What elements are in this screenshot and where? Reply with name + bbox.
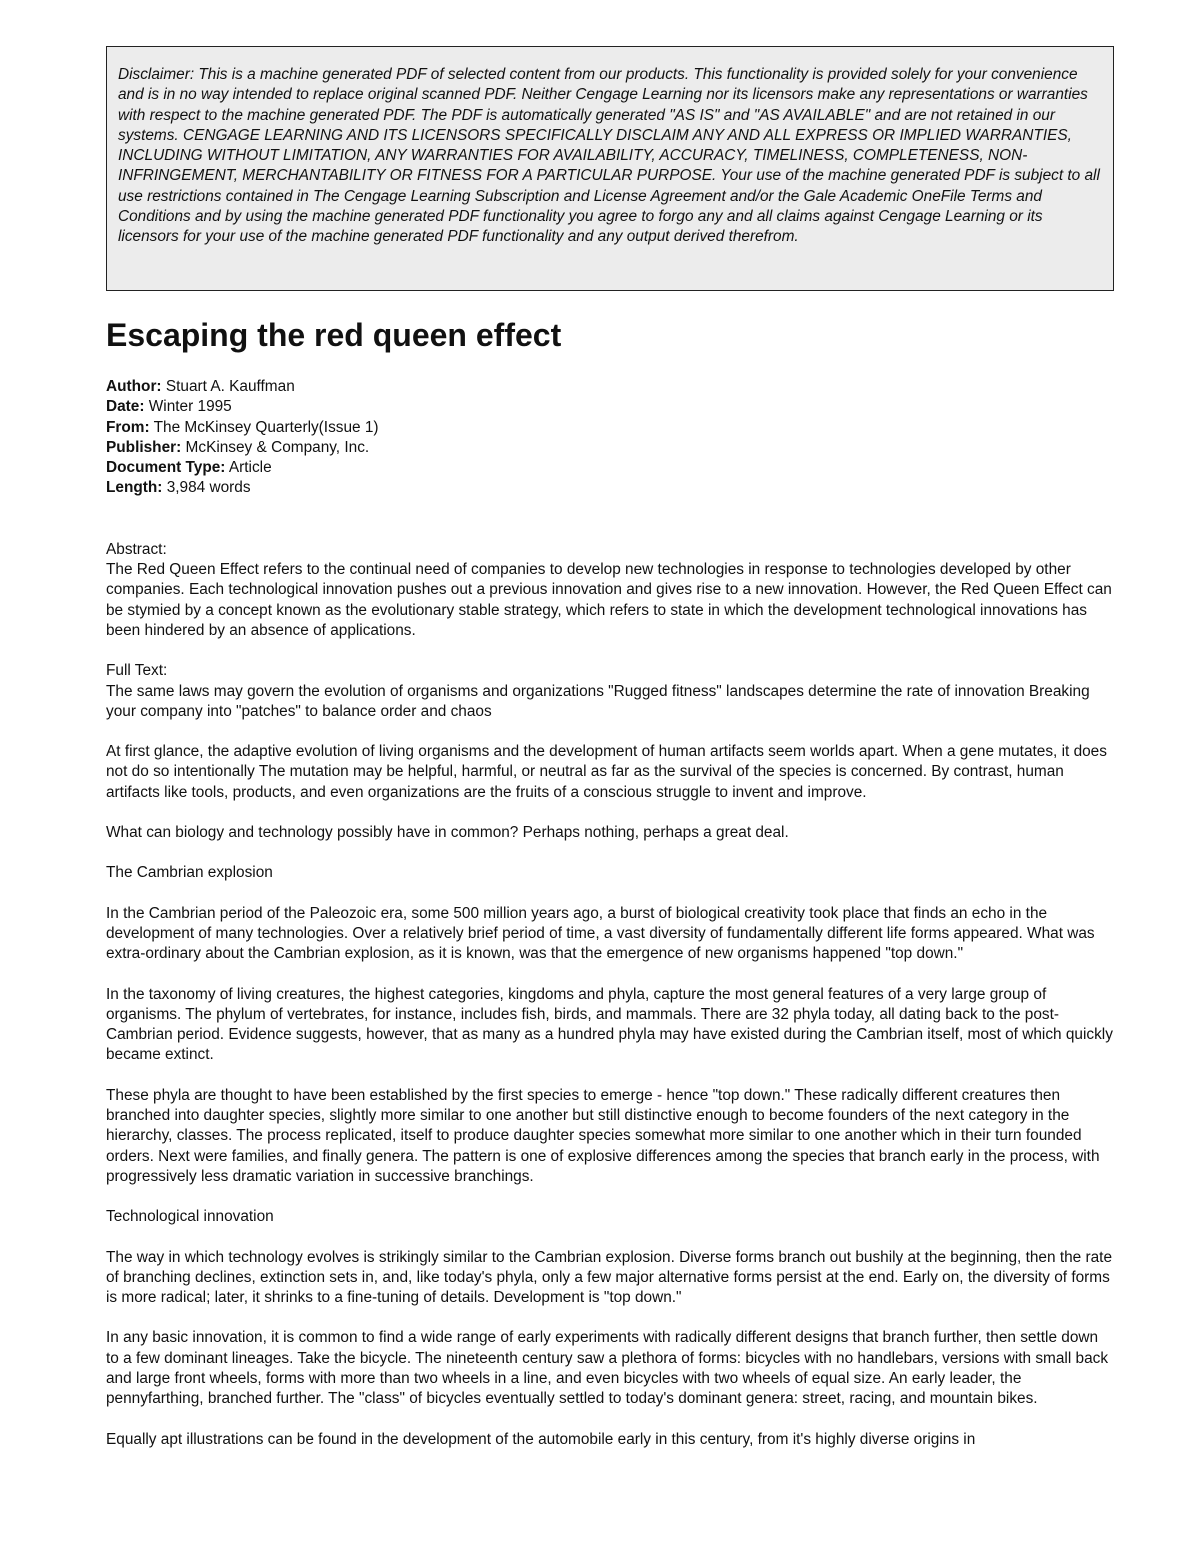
abstract-section	[106, 540, 1114, 641]
body-paragraph: These phyla are thought to have been established by the first species to emerge - hence "top down." These radically different creatures then branched into daughter species, slightly more similar to one another but still distinctive enough to become founders of the next category in the hierarchy, classes. The process replicated, itself to produce daughter species somewhat more similar to one another which in their turn founded orders. Next were families, and finally genera. The pattern is one of explosive differences among the species that branch early in the process, with progressively less dramatic variation in successive branchings.	[106, 1086, 1100, 1185]
meta-date-value: Winter 1995	[148, 398, 232, 416]
section-heading-technological-innovation: Technological innovation	[106, 1208, 274, 1226]
full-text-intro: The same laws may govern the evolution of organisms and organizations "Rugged fitness" landscapes determine the rate of innovation Breaking your company into "patches" to balance order and chaos	[106, 682, 1090, 720]
meta-author-value: Stuart A. Kauffman	[165, 378, 295, 395]
meta-publisher	[106, 438, 1114, 458]
abstract-label: Abstract:	[106, 540, 167, 558]
meta-author-label: Author:	[106, 378, 162, 395]
abstract-text: The Red Queen Effect refers to the continual need of companies to develop new technologies in response to technologies developed by other companies. Each technological innovation pushes out a previous innovation and gives rise to a new innovation. However, the Red Queen Effect can be stymied by a concept known as the evolutionary stable strategy, which refers to state in which the development technological innovations has been hindered by an absence of applications.	[106, 561, 1112, 639]
meta-publisher-label: Publisher:	[106, 438, 182, 456]
meta-length-label: Length:	[106, 479, 163, 497]
disclaimer-box	[106, 46, 1114, 291]
body-paragraph: What can biology and technology possibly have in common? Perhaps nothing, perhaps a great deal.	[106, 824, 789, 842]
meta-from	[106, 418, 1114, 438]
document-page	[106, 46, 1114, 1450]
meta-date-label: Date:	[106, 398, 145, 416]
meta-document-type-value: Article	[228, 459, 272, 477]
body-paragraph: In any basic innovation, it is common to find a wide range of early experiments with radically different designs that branch further, then settle down to a few dominant lineages. Take the bicycle. The nineteenth century saw a plethora of forms: bicycles with no handlebars, versions with small back and large front wheels, forms with more than two wheels in a line, and even bicycles with two wheels of equal size. An early leader, the pennyfarthing, branched further. The "class" of bicycles eventually settled to today's dominant genera: street, racing, and mountain bikes.	[106, 1329, 1109, 1408]
meta-length	[106, 478, 1114, 498]
meta-length-value: 3,984 words	[166, 479, 251, 497]
meta-from-value: The McKinsey Quarterly(Issue 1)	[153, 418, 379, 436]
meta-publisher-value: McKinsey & Company, Inc.	[185, 438, 370, 456]
body-paragraph: Equally apt illustrations can be found in the development of the automobile early in this century, from it's highly diverse origins in	[106, 1430, 976, 1448]
body-paragraph: At first glance, the adaptive evolution of living organisms and the development of human artifacts seem worlds apart. When a gene mutates, it does not do so intentionally The mutation may be helpful, harmful, or neutral as far as the survival of the species is concerned. By contrast, human artifacts like tools, products, and even organizations are the fruits of a conscious struggle to invent and improve.	[106, 743, 1107, 801]
article-title: Escaping the red queen effect	[106, 317, 562, 353]
full-text-label: Full Text:	[106, 662, 168, 680]
article-metadata	[106, 377, 1114, 499]
meta-document-type-label: Document Type:	[106, 459, 226, 477]
meta-from-label: From:	[106, 418, 150, 436]
meta-document-type	[106, 458, 1114, 478]
body-paragraph: The way in which technology evolves is strikingly similar to the Cambrian explosion. Diverse forms branch out bushily at the beginning, then the rate of branching declines, extinction sets in, and, like today's phyla, only a few major alternative forms persist at the end. Early on, the diversity of forms is more radical; later, it shrinks to a fine-tuning of details. Development is "top down."	[106, 1248, 1113, 1307]
meta-date	[106, 397, 1114, 417]
body-paragraph: In the Cambrian period of the Paleozoic era, some 500 million years ago, a burst of biological creativity took place that finds an echo in the development of many technologies. Over a relatively brief period of time, a vast diversity of fundamentally different life forms appeared. What was extra-ordinary about the Cambrian explosion, as it is known, was that the emergence of new organisms happened "top down."	[106, 904, 1095, 963]
full-text-section	[106, 661, 1114, 1450]
meta-author	[106, 377, 1114, 397]
disclaimer-text: Disclaimer: This is a machine generated PDF of selected content from our products. This functionality is provided solely for your convenience and is in no way intended to replace original scanned PDF. Neither Cengage Learning nor its licensors make any representations or warranties with respect to the machine generated PDF. The PDF is automatically generated "AS IS" and "AS AVAILABLE" and are not retained in our systems. CENGAGE LEARNING AND ITS LICENSORS SPECIFICALLY DISCLAIM ANY AND ALL EXPRESS OR IMPLIED WARRANTIES, INCLUDING WITHOUT LIMITATION, ANY WARRANTIES FOR AVAILABILITY, ACCURACY, TIMELINESS, COMPLETENESS, NON-INFRINGEMENT, MERCHANTABILITY OR FITNESS FOR A PARTICULAR PURPOSE. Your use of the machine generated PDF is subject to all use restrictions contained in The Cengage Learning Subscription and License Agreement and/or the Gale Academic OneFile Terms and Conditions and by using the machine generated PDF functionality you agree to forgo any and all claims against Cengage Learning or its licensors for your use of the machine generated PDF functionality and any output derived therefrom.	[118, 66, 1100, 246]
section-heading-cambrian: The Cambrian explosion	[106, 864, 273, 882]
body-paragraph: In the taxonomy of living creatures, the highest categories, kingdoms and phyla, capture the most general features of a very large group of organisms. The phylum of vertebrates, for instance, includes fish, birds, and mammals. There are 32 phyla today, all dating back to the post-Cambrian period. Evidence suggests, however, that as many as a hundred phyla may have existed during the Cambrian itself, most of which quickly became extinct.	[106, 985, 1113, 1064]
